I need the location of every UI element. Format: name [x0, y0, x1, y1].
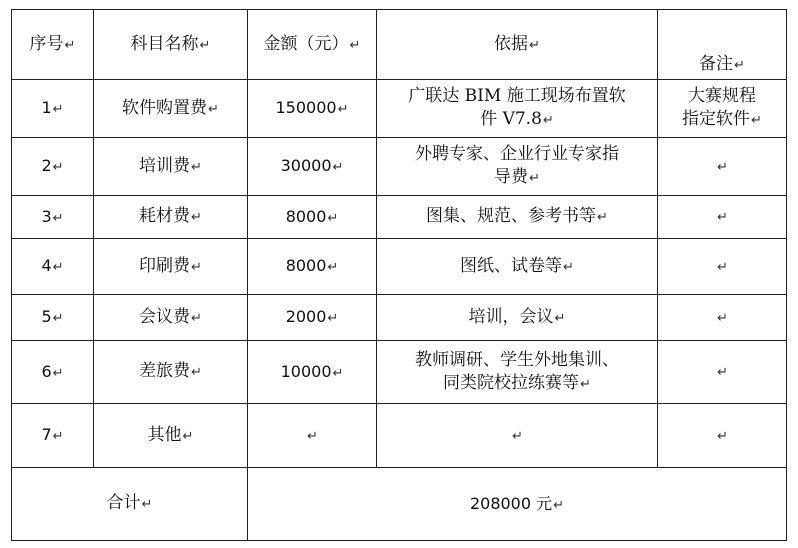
paragraph-mark-icon: ↵	[717, 428, 728, 444]
table-row	[12, 295, 787, 341]
paragraph-mark-icon: ↵	[141, 497, 153, 512]
paragraph-mark-icon: ↵	[52, 429, 64, 444]
total-value: 208000 元↵	[248, 468, 787, 541]
cell-index: 7↵	[12, 404, 94, 468]
cell-index: 1↵	[12, 80, 94, 138]
cell-amount: 8000↵	[248, 196, 377, 239]
paragraph-mark-icon: ↵	[580, 376, 591, 392]
basis-line: 图集、规范、参考书等↵	[426, 206, 608, 226]
cell-basis	[377, 196, 658, 239]
cell-note	[658, 341, 787, 404]
note-line	[662, 360, 782, 384]
cell-basis	[377, 295, 658, 341]
paragraph-mark-icon: ↵	[717, 259, 728, 275]
basis-line: 件 V7.8↵	[480, 109, 554, 129]
paragraph-mark-icon: ↵	[307, 429, 318, 444]
cell-subject: 印刷费↵	[94, 239, 248, 295]
header-index: 序号↵	[12, 10, 94, 80]
cell-subject: 培训费↵	[94, 138, 248, 196]
cell-note	[658, 196, 787, 239]
paragraph-mark-icon: ↵	[332, 160, 344, 175]
note-line: 指定软件↵	[682, 109, 762, 129]
cell-index: 2↵	[12, 138, 94, 196]
cell-amount: 10000↵	[248, 341, 377, 404]
cell-index: 5↵	[12, 295, 94, 341]
paragraph-mark-icon: ↵	[191, 310, 202, 326]
basis-line: 同类院校拉练赛等↵	[443, 372, 591, 393]
paragraph-mark-icon: ↵	[717, 310, 728, 326]
cell-note	[658, 239, 787, 295]
paragraph-mark-icon: ↵	[52, 210, 64, 226]
cell-basis	[377, 80, 658, 138]
paragraph-mark-icon: ↵	[529, 171, 540, 186]
paragraph-mark-icon: ↵	[191, 210, 202, 225]
paragraph-mark-icon: ↵	[52, 160, 64, 175]
paragraph-mark-icon: ↵	[529, 37, 540, 53]
paragraph-mark-icon: ↵	[191, 159, 202, 175]
header-row	[12, 10, 787, 80]
cell-basis	[377, 239, 658, 295]
cell-note	[658, 138, 787, 196]
cell-index: 4↵	[12, 239, 94, 295]
note-line	[662, 155, 782, 179]
paragraph-mark-icon: ↵	[717, 210, 728, 225]
paragraph-mark-icon: ↵	[349, 37, 361, 53]
paragraph-mark-icon: ↵	[182, 428, 194, 444]
basis-line: 外聘专家、企业行业专家指	[415, 144, 619, 164]
cell-amount: 30000↵	[248, 138, 377, 196]
note-line	[662, 424, 782, 448]
table-row	[12, 239, 787, 295]
basis-line: 广联达 BIM 施工现场布置软	[408, 86, 626, 106]
note-line	[662, 255, 782, 279]
paragraph-mark-icon: ↵	[512, 428, 523, 444]
cell-note	[658, 295, 787, 341]
cell-subject: 其他↵	[94, 404, 248, 468]
paragraph-mark-icon: ↵	[208, 101, 219, 117]
budget-table	[11, 9, 787, 541]
paragraph-mark-icon: ↵	[751, 113, 762, 128]
paragraph-mark-icon: ↵	[52, 311, 64, 326]
header-amount: 金额（元）↵	[248, 10, 377, 80]
cell-note	[658, 80, 787, 138]
table-row	[12, 404, 787, 468]
paragraph-mark-icon: ↵	[554, 310, 566, 326]
cell-subject: 差旅费↵	[94, 341, 248, 404]
cell-note	[658, 404, 787, 468]
cell-amount: 2000↵	[248, 295, 377, 341]
paragraph-mark-icon: ↵	[327, 210, 339, 226]
total-row	[12, 468, 787, 541]
paragraph-mark-icon: ↵	[52, 260, 64, 275]
paragraph-mark-icon: ↵	[64, 37, 76, 53]
cell-basis	[377, 404, 658, 468]
cell-amount	[248, 404, 377, 468]
header-basis: 依据↵	[377, 10, 658, 80]
note-line: 大赛规程	[688, 86, 756, 106]
basis-line: 导费↵	[494, 167, 540, 187]
table-row	[12, 196, 787, 239]
table-row	[12, 138, 787, 196]
paragraph-mark-icon: ↵	[199, 37, 211, 53]
cell-amount: 150000↵	[248, 80, 377, 138]
header-subject: 科目名称↵	[94, 10, 248, 80]
paragraph-mark-icon: ↵	[717, 159, 728, 175]
table-row	[12, 341, 787, 404]
cell-subject: 软件购置费↵	[94, 80, 248, 138]
paragraph-mark-icon: ↵	[717, 365, 728, 380]
paragraph-mark-icon: ↵	[542, 113, 554, 128]
paragraph-mark-icon: ↵	[332, 365, 344, 381]
basis-line: 培训，会议↵	[468, 306, 566, 327]
paragraph-mark-icon: ↵	[337, 102, 349, 117]
paragraph-mark-icon: ↵	[327, 260, 339, 275]
paragraph-mark-icon: ↵	[327, 311, 339, 326]
paragraph-mark-icon: ↵	[52, 365, 64, 381]
paragraph-mark-icon: ↵	[553, 497, 565, 513]
note-line	[662, 306, 782, 330]
basis-line	[381, 424, 653, 448]
paragraph-mark-icon: ↵	[191, 259, 202, 275]
cell-index: 3↵	[12, 196, 94, 239]
header-note: 备注↵	[658, 10, 787, 80]
cell-index: 6↵	[12, 341, 94, 404]
paragraph-mark-icon: ↵	[563, 259, 574, 275]
total-label: 合计↵	[12, 468, 248, 541]
basis-line: 图纸、试卷等↵	[460, 255, 574, 276]
paragraph-mark-icon: ↵	[52, 102, 64, 117]
cell-basis	[377, 138, 658, 196]
paragraph-mark-icon: ↵	[191, 365, 202, 380]
paragraph-mark-icon: ↵	[597, 210, 608, 225]
basis-line: 教师调研、学生外地集训、	[415, 349, 619, 370]
cell-basis	[377, 341, 658, 404]
paragraph-mark-icon: ↵	[734, 58, 745, 73]
cell-subject: 会议费↵	[94, 295, 248, 341]
cell-amount: 8000↵	[248, 239, 377, 295]
table-row	[12, 80, 787, 138]
note-line	[662, 205, 782, 229]
cell-subject: 耗材费↵	[94, 196, 248, 239]
